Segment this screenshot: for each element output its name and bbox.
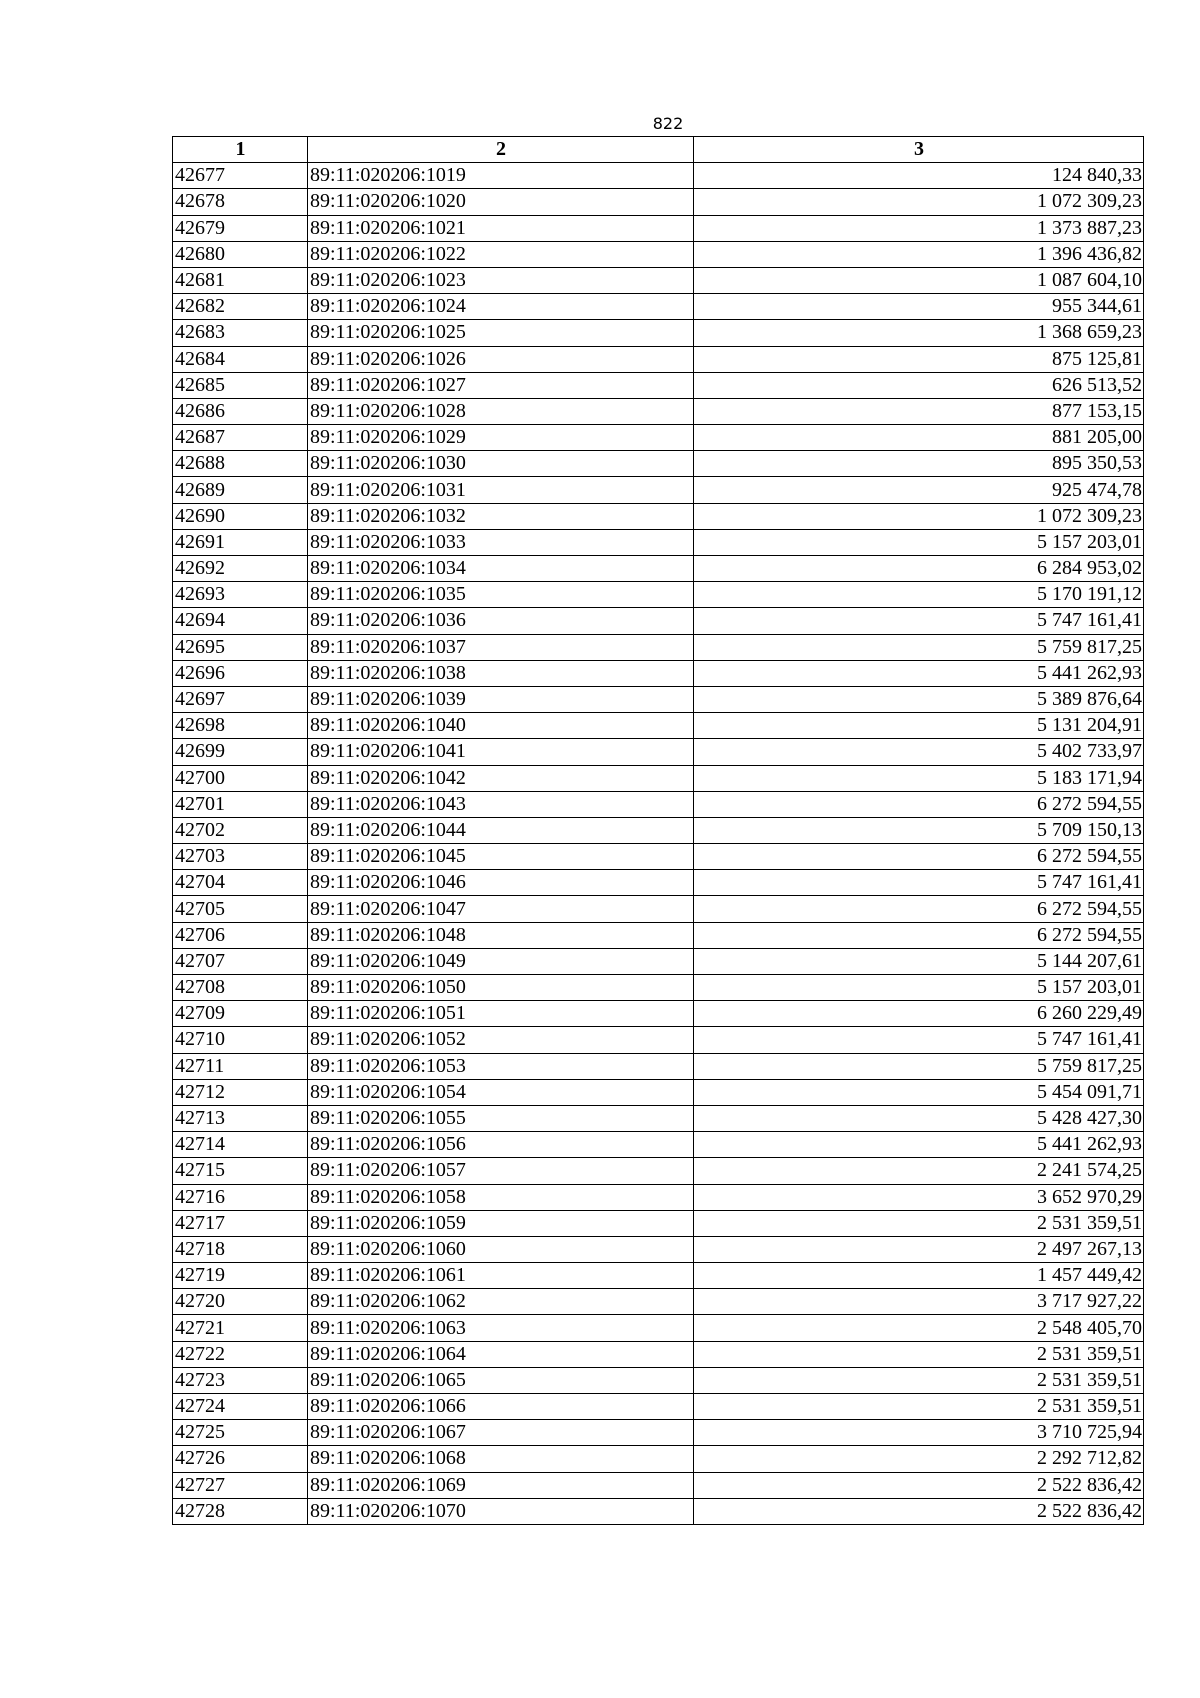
cell-value: 5 131 204,91 [694,713,1144,739]
cell-cadastral-code: 89:11:020206:1029 [308,425,694,451]
cell-number: 42707 [173,948,308,974]
table-row [173,1341,1144,1367]
cell-cadastral-code: 89:11:020206:1033 [308,529,694,555]
cell-number: 42726 [173,1446,308,1472]
cell-value: 1 457 449,42 [694,1263,1144,1289]
cell-cadastral-code: 89:11:020206:1048 [308,922,694,948]
cell-cadastral-code: 89:11:020206:1027 [308,372,694,398]
cell-value: 925 474,78 [694,477,1144,503]
table-row [173,1001,1144,1027]
cell-cadastral-code: 89:11:020206:1046 [308,870,694,896]
cell-cadastral-code: 89:11:020206:1040 [308,713,694,739]
table-row [173,1079,1144,1105]
table-row [173,922,1144,948]
column-header-2: 2 [308,137,694,163]
cell-value: 5 157 203,01 [694,975,1144,1001]
cell-value: 626 513,52 [694,372,1144,398]
cell-cadastral-code: 89:11:020206:1041 [308,739,694,765]
table-row [173,529,1144,555]
cell-number: 42693 [173,582,308,608]
cell-number: 42708 [173,975,308,1001]
table-row [173,975,1144,1001]
table-row [173,451,1144,477]
cell-number: 42710 [173,1027,308,1053]
cell-number: 42718 [173,1236,308,1262]
table-row [173,215,1144,241]
cell-value: 5 747 161,41 [694,870,1144,896]
cell-number: 42727 [173,1472,308,1498]
cell-number: 42680 [173,241,308,267]
cell-number: 42721 [173,1315,308,1341]
cell-number: 42724 [173,1394,308,1420]
cell-cadastral-code: 89:11:020206:1044 [308,817,694,843]
table-row [173,1132,1144,1158]
cell-value: 5 389 876,64 [694,686,1144,712]
cell-value: 875 125,81 [694,346,1144,372]
cell-cadastral-code: 89:11:020206:1031 [308,477,694,503]
cell-value: 5 183 171,94 [694,765,1144,791]
table-row [173,634,1144,660]
cell-number: 42685 [173,372,308,398]
cell-cadastral-code: 89:11:020206:1028 [308,398,694,424]
cell-value: 5 441 262,93 [694,1132,1144,1158]
cell-value: 955 344,61 [694,294,1144,320]
cell-number: 42705 [173,896,308,922]
cell-number: 42698 [173,713,308,739]
cell-value: 2 497 267,13 [694,1236,1144,1262]
cell-number: 42725 [173,1420,308,1446]
cell-value: 5 428 427,30 [694,1105,1144,1131]
cell-cadastral-code: 89:11:020206:1070 [308,1498,694,1524]
cell-value: 3 652 970,29 [694,1184,1144,1210]
table-row [173,660,1144,686]
cell-cadastral-code: 89:11:020206:1026 [308,346,694,372]
cell-cadastral-code: 89:11:020206:1068 [308,1446,694,1472]
cell-number: 42711 [173,1053,308,1079]
cell-cadastral-code: 89:11:020206:1038 [308,660,694,686]
table-row [173,1367,1144,1393]
cell-number: 42716 [173,1184,308,1210]
cell-number: 42687 [173,425,308,451]
table-row [173,739,1144,765]
cell-value: 5 441 262,93 [694,660,1144,686]
header-row [173,137,1144,163]
cell-value: 5 747 161,41 [694,608,1144,634]
table-row [173,1053,1144,1079]
table-row [173,1446,1144,1472]
cell-number: 42709 [173,1001,308,1027]
cell-value: 1 087 604,10 [694,267,1144,293]
table-row [173,477,1144,503]
cell-value: 5 759 817,25 [694,1053,1144,1079]
cell-number: 42690 [173,503,308,529]
table-row [173,267,1144,293]
cell-value: 3 710 725,94 [694,1420,1144,1446]
cell-number: 42691 [173,529,308,555]
cell-value: 2 292 712,82 [694,1446,1144,1472]
cell-cadastral-code: 89:11:020206:1063 [308,1315,694,1341]
cell-number: 42689 [173,477,308,503]
cell-cadastral-code: 89:11:020206:1065 [308,1367,694,1393]
cell-value: 5 709 150,13 [694,817,1144,843]
table-row [173,1263,1144,1289]
cell-cadastral-code: 89:11:020206:1069 [308,1472,694,1498]
cell-value: 2 241 574,25 [694,1158,1144,1184]
cell-cadastral-code: 89:11:020206:1049 [308,948,694,974]
cell-cadastral-code: 89:11:020206:1066 [308,1394,694,1420]
cell-cadastral-code: 89:11:020206:1042 [308,765,694,791]
cell-cadastral-code: 89:11:020206:1030 [308,451,694,477]
table-row [173,1027,1144,1053]
cell-value: 3 717 927,22 [694,1289,1144,1315]
table-row [173,398,1144,424]
table-row [173,346,1144,372]
cell-number: 42719 [173,1263,308,1289]
table-row [173,372,1144,398]
cell-value: 2 548 405,70 [694,1315,1144,1341]
cell-value: 6 272 594,55 [694,896,1144,922]
cell-cadastral-code: 89:11:020206:1060 [308,1236,694,1262]
cell-value: 2 531 359,51 [694,1394,1144,1420]
cell-number: 42688 [173,451,308,477]
cell-number: 42684 [173,346,308,372]
cell-cadastral-code: 89:11:020206:1056 [308,1132,694,1158]
cell-cadastral-code: 89:11:020206:1024 [308,294,694,320]
cell-number: 42701 [173,791,308,817]
cell-number: 42694 [173,608,308,634]
table-row [173,294,1144,320]
cell-value: 5 747 161,41 [694,1027,1144,1053]
cell-value: 2 531 359,51 [694,1210,1144,1236]
cell-value: 1 396 436,82 [694,241,1144,267]
cell-number: 42679 [173,215,308,241]
table-row [173,1210,1144,1236]
table-row [173,608,1144,634]
cell-value: 2 522 836,42 [694,1498,1144,1524]
cell-number: 42699 [173,739,308,765]
cell-value: 124 840,33 [694,163,1144,189]
cell-number: 42717 [173,1210,308,1236]
cell-number: 42682 [173,294,308,320]
cell-value: 6 284 953,02 [694,556,1144,582]
cell-cadastral-code: 89:11:020206:1019 [308,163,694,189]
table-row [173,1158,1144,1184]
table-row [173,870,1144,896]
table-row [173,1236,1144,1262]
cell-number: 42677 [173,163,308,189]
table-row [173,1498,1144,1524]
table-row [173,713,1144,739]
cell-cadastral-code: 89:11:020206:1061 [308,1263,694,1289]
cell-number: 42678 [173,189,308,215]
cell-number: 42715 [173,1158,308,1184]
cell-value: 5 157 203,01 [694,529,1144,555]
cell-cadastral-code: 89:11:020206:1022 [308,241,694,267]
cell-value: 1 072 309,23 [694,189,1144,215]
cell-number: 42700 [173,765,308,791]
cell-cadastral-code: 89:11:020206:1036 [308,608,694,634]
cell-number: 42728 [173,1498,308,1524]
table-row [173,1184,1144,1210]
cell-cadastral-code: 89:11:020206:1025 [308,320,694,346]
cell-cadastral-code: 89:11:020206:1054 [308,1079,694,1105]
cell-value: 6 272 594,55 [694,844,1144,870]
cell-cadastral-code: 89:11:020206:1035 [308,582,694,608]
cell-cadastral-code: 89:11:020206:1058 [308,1184,694,1210]
table-row [173,817,1144,843]
cell-number: 42712 [173,1079,308,1105]
page-number: 822 [652,114,684,133]
cell-cadastral-code: 89:11:020206:1045 [308,844,694,870]
cell-cadastral-code: 89:11:020206:1050 [308,975,694,1001]
cell-value: 1 072 309,23 [694,503,1144,529]
cell-value: 6 260 229,49 [694,1001,1144,1027]
table-row [173,1420,1144,1446]
table-row [173,1394,1144,1420]
table-row [173,189,1144,215]
cell-cadastral-code: 89:11:020206:1059 [308,1210,694,1236]
table-row [173,582,1144,608]
cell-number: 42696 [173,660,308,686]
cell-number: 42695 [173,634,308,660]
cell-number: 42683 [173,320,308,346]
cell-number: 42704 [173,870,308,896]
table-row [173,1315,1144,1341]
data-table [172,136,1144,1525]
cell-value: 895 350,53 [694,451,1144,477]
cell-value: 2 522 836,42 [694,1472,1144,1498]
cell-number: 42706 [173,922,308,948]
cell-cadastral-code: 89:11:020206:1020 [308,189,694,215]
cell-value: 5 144 207,61 [694,948,1144,974]
cell-value: 881 205,00 [694,425,1144,451]
cell-number: 42703 [173,844,308,870]
table-row [173,1472,1144,1498]
cell-cadastral-code: 89:11:020206:1051 [308,1001,694,1027]
cell-cadastral-code: 89:11:020206:1037 [308,634,694,660]
cell-cadastral-code: 89:11:020206:1032 [308,503,694,529]
cell-value: 5 170 191,12 [694,582,1144,608]
cell-number: 42692 [173,556,308,582]
cell-cadastral-code: 89:11:020206:1055 [308,1105,694,1131]
cell-number: 42722 [173,1341,308,1367]
table-row [173,844,1144,870]
cell-cadastral-code: 89:11:020206:1043 [308,791,694,817]
table-row [173,948,1144,974]
column-header-3: 3 [694,137,1144,163]
table-row [173,320,1144,346]
cell-cadastral-code: 89:11:020206:1067 [308,1420,694,1446]
cell-number: 42702 [173,817,308,843]
cell-number: 42723 [173,1367,308,1393]
cell-value: 2 531 359,51 [694,1367,1144,1393]
cell-cadastral-code: 89:11:020206:1047 [308,896,694,922]
cell-number: 42720 [173,1289,308,1315]
cell-value: 6 272 594,55 [694,922,1144,948]
table-row [173,556,1144,582]
column-header-1: 1 [173,137,308,163]
table-body [173,163,1144,1525]
cell-cadastral-code: 89:11:020206:1052 [308,1027,694,1053]
cell-cadastral-code: 89:11:020206:1034 [308,556,694,582]
cell-cadastral-code: 89:11:020206:1064 [308,1341,694,1367]
cell-number: 42713 [173,1105,308,1131]
cell-cadastral-code: 89:11:020206:1057 [308,1158,694,1184]
cell-number: 42681 [173,267,308,293]
table-row [173,425,1144,451]
cell-cadastral-code: 89:11:020206:1021 [308,215,694,241]
cell-value: 6 272 594,55 [694,791,1144,817]
table-header [173,137,1144,163]
cell-value: 5 759 817,25 [694,634,1144,660]
cell-number: 42697 [173,686,308,712]
cell-number: 42714 [173,1132,308,1158]
table-row [173,241,1144,267]
cell-cadastral-code: 89:11:020206:1023 [308,267,694,293]
table-row [173,1105,1144,1131]
table-row [173,791,1144,817]
table-row [173,896,1144,922]
cell-value: 5 454 091,71 [694,1079,1144,1105]
table-row [173,163,1144,189]
table-row [173,503,1144,529]
cell-cadastral-code: 89:11:020206:1039 [308,686,694,712]
cell-value: 5 402 733,97 [694,739,1144,765]
cell-value: 1 373 887,23 [694,215,1144,241]
cell-number: 42686 [173,398,308,424]
cell-value: 2 531 359,51 [694,1341,1144,1367]
cell-value: 1 368 659,23 [694,320,1144,346]
table-row [173,1289,1144,1315]
table-row [173,686,1144,712]
cell-cadastral-code: 89:11:020206:1062 [308,1289,694,1315]
table-row [173,765,1144,791]
cell-cadastral-code: 89:11:020206:1053 [308,1053,694,1079]
cell-value: 877 153,15 [694,398,1144,424]
